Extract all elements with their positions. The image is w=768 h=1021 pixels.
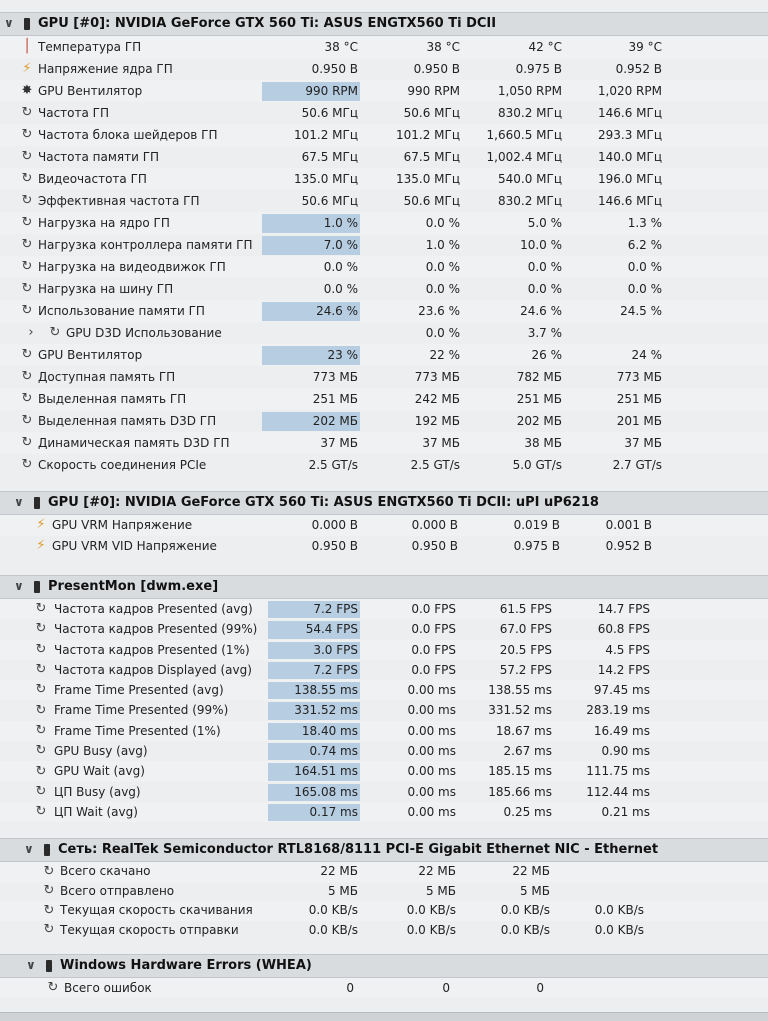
value-current: 18.40 ms: [301, 723, 358, 738]
value-minimum: 5 МБ: [425, 883, 456, 898]
value-average: 6.2 %: [627, 238, 662, 252]
sensor-row[interactable]: [0, 36, 768, 58]
value-maximum: 0.0 %: [527, 282, 562, 296]
sensor-label: Нагрузка на шину ГП: [38, 282, 174, 296]
value-maximum: 251 МБ: [516, 392, 562, 406]
value-minimum: 0.0 KB/s: [406, 922, 456, 937]
gauge-icon: ↻: [21, 281, 33, 296]
sensor-rows: [0, 599, 768, 822]
value-maximum: 61.5 FPS: [499, 602, 552, 616]
value-maximum: 18.67 ms: [495, 723, 552, 738]
sensor-row[interactable]: [0, 721, 768, 741]
value-average: 2.7 GT/s: [612, 458, 662, 472]
value-maximum: 57.2 FPS: [499, 662, 552, 677]
sensor-row[interactable]: [0, 640, 768, 660]
sensor-row[interactable]: [0, 680, 768, 700]
section-header[interactable]: [0, 954, 768, 978]
value-minimum: 38 °C: [426, 40, 460, 54]
fan-icon: ✸: [21, 83, 33, 98]
sensor-row[interactable]: [0, 146, 768, 168]
value-current: 0.74 ms: [309, 744, 358, 759]
sensor-label: Частота ГП: [38, 106, 110, 120]
value-average: 773 МБ: [616, 370, 662, 384]
value-maximum: 22 МБ: [512, 864, 550, 878]
value-average: 0.0 %: [627, 260, 662, 274]
sensor-label: GPU Вентилятор: [38, 84, 143, 98]
value-current: 5 МБ: [327, 883, 358, 898]
value-current: 38 °C: [324, 40, 358, 54]
value-average: 111.75 ms: [586, 764, 650, 779]
value-maximum: 1,660.5 МГц: [486, 128, 562, 142]
value-average: 140.0 МГц: [597, 150, 662, 164]
value-current: 0.950 В: [311, 62, 358, 76]
gauge-icon: ↻: [21, 303, 33, 318]
section-3: [0, 838, 768, 940]
sensor-label: Частота кадров Presented (99%): [54, 622, 258, 637]
value-minimum: 0.0 KB/s: [406, 903, 456, 917]
chevron-down-icon[interactable]: ∨: [24, 842, 34, 856]
sensor-label: Напряжение ядра ГП: [38, 62, 173, 76]
value-current: 24.6 %: [316, 304, 358, 318]
chevron-down-icon[interactable]: ∨: [14, 579, 24, 593]
value-minimum: 773 МБ: [414, 370, 460, 384]
sensor-rows: [0, 36, 768, 476]
value-average: 293.3 МГц: [597, 128, 662, 142]
value-average: 0.0 %: [627, 282, 662, 296]
section-1: [0, 491, 768, 556]
section-header[interactable]: [0, 12, 768, 36]
gauge-icon: ↻: [35, 641, 47, 657]
value-minimum: 0.00 ms: [407, 744, 456, 759]
value-maximum: 782 МБ: [516, 370, 562, 384]
section-title: GPU [#0]: NVIDIA GeForce GTX 560 Ti: ASUS ENGTX560 Ti DCII: [38, 16, 497, 31]
sensor-label: Частота памяти ГП: [38, 150, 160, 164]
sensor-label: Нагрузка на ядро ГП: [38, 216, 170, 230]
sensor-rows: [0, 862, 768, 940]
value-minimum: 0.0 %: [425, 282, 460, 296]
value-minimum: 1.0 %: [425, 238, 460, 252]
device-icon: [44, 844, 50, 856]
section-title: GPU [#0]: NVIDIA GeForce GTX 560 Ti: ASUS ENGTX560 Ti DCII: uPI uP6218: [48, 495, 599, 510]
section-header[interactable]: [0, 575, 768, 599]
value-maximum: 5 МБ: [519, 883, 550, 898]
value-average: 201 МБ: [616, 414, 662, 428]
value-current: 67.5 МГц: [301, 150, 358, 164]
value-average: 16.49 ms: [593, 723, 650, 738]
value-average: 0.21 ms: [601, 804, 650, 819]
gauge-icon: ↻: [21, 435, 33, 450]
sensor-label: Нагрузка контроллера памяти ГП: [38, 238, 253, 252]
sensor-label: Температура ГП: [38, 40, 142, 54]
sensor-label: Текущая скорость отправки: [60, 922, 239, 937]
gauge-icon: ↻: [21, 369, 33, 384]
sensor-row[interactable]: [0, 322, 768, 344]
value-minimum: 0.00 ms: [407, 703, 456, 718]
value-average: 60.8 FPS: [597, 622, 650, 637]
value-maximum: 3.7 %: [527, 326, 562, 340]
value-maximum: 185.15 ms: [488, 764, 552, 779]
thermometer-icon: │: [23, 39, 31, 54]
sensor-label: Frame Time Presented (99%): [54, 703, 229, 718]
gauge-icon: ↻: [21, 347, 33, 362]
value-minimum: 101.2 МГц: [395, 128, 460, 142]
sensor-row[interactable]: [0, 344, 768, 366]
value-maximum: 0: [536, 981, 544, 995]
chevron-right-icon[interactable]: ›: [28, 325, 34, 340]
value-minimum: 0.000 В: [411, 518, 458, 532]
value-minimum: 0.00 ms: [407, 804, 456, 819]
value-current: 7.2 FPS: [313, 602, 358, 616]
gauge-icon: ↻: [21, 413, 33, 428]
sensor-row[interactable]: [0, 190, 768, 212]
sensor-row[interactable]: [0, 124, 768, 146]
value-minimum: 23.6 %: [418, 304, 460, 318]
sensor-row[interactable]: [0, 102, 768, 124]
value-maximum: 830.2 МГц: [497, 194, 562, 208]
value-minimum: 0.0 FPS: [411, 642, 456, 657]
device-icon: [46, 960, 52, 972]
gauge-icon: ↻: [35, 662, 47, 678]
section-0: [0, 12, 768, 476]
sensor-label: ЦП Busy (avg): [54, 784, 141, 799]
value-minimum: 0.00 ms: [407, 784, 456, 799]
gauge-icon: ↻: [35, 783, 47, 799]
value-minimum: 22 %: [429, 348, 460, 362]
gauge-icon: ↻: [49, 325, 61, 340]
sensor-row[interactable]: [0, 921, 768, 941]
value-average: 14.7 FPS: [597, 602, 650, 616]
value-minimum: 0.950 В: [411, 538, 458, 553]
value-maximum: 5.0 GT/s: [512, 458, 562, 472]
sensor-row[interactable]: [0, 410, 768, 432]
value-current: 7.0 %: [323, 238, 358, 252]
section-header[interactable]: [0, 491, 768, 515]
sensor-row[interactable]: [0, 660, 768, 680]
sensor-row[interactable]: [0, 366, 768, 388]
value-minimum: 22 МБ: [418, 864, 456, 878]
value-maximum: 20.5 FPS: [499, 642, 552, 657]
device-icon: [34, 581, 40, 593]
value-maximum: 0.975 В: [515, 62, 562, 76]
sensor-row[interactable]: [0, 515, 768, 536]
clock-icon: ↻: [21, 171, 33, 186]
sensor-label: Скорость соединения PCIe: [38, 458, 207, 472]
value-maximum: 1,002.4 МГц: [486, 150, 562, 164]
value-current: 37 МБ: [320, 436, 358, 450]
value-minimum: 2.5 GT/s: [410, 458, 460, 472]
gauge-icon: ↻: [35, 621, 47, 637]
sensor-rows: [0, 978, 768, 998]
section-4: [0, 954, 768, 998]
value-average: 283.19 ms: [586, 703, 650, 718]
value-average: 1,020 RPM: [597, 84, 662, 98]
value-current: 165.08 ms: [294, 784, 358, 799]
sensor-row[interactable]: [0, 234, 768, 256]
sensor-row[interactable]: [0, 168, 768, 190]
value-average: 0.90 ms: [601, 744, 650, 759]
value-average: 24 %: [631, 348, 662, 362]
gauge-icon: ↻: [21, 237, 33, 252]
value-average: 146.6 МГц: [597, 106, 662, 120]
sensor-label: Видеочастота ГП: [38, 172, 147, 186]
gauge-icon: ↻: [43, 863, 55, 879]
chevron-down-icon[interactable]: ∨: [26, 958, 36, 972]
sensor-label: GPU Wait (avg): [54, 764, 145, 779]
gauge-icon: ↻: [35, 682, 47, 698]
value-maximum: 2.67 ms: [503, 744, 552, 759]
sensor-row[interactable]: [0, 536, 768, 557]
value-average: 112.44 ms: [586, 784, 650, 799]
sensor-row[interactable]: [0, 741, 768, 761]
value-current: 0.950 В: [311, 538, 358, 553]
value-minimum: 0.0 FPS: [411, 622, 456, 637]
sensor-label: Частота кадров Presented (1%): [54, 642, 250, 657]
gauge-icon: ↻: [35, 763, 47, 779]
value-average: 97.45 ms: [593, 683, 650, 698]
gauge-icon: ↻: [43, 922, 55, 938]
value-average: 146.6 МГц: [597, 194, 662, 208]
sensor-label: Эффективная частота ГП: [38, 194, 200, 208]
value-current: 54.4 FPS: [305, 622, 358, 637]
sensor-label: Нагрузка на видеодвижок ГП: [38, 260, 226, 274]
section-title: Сеть: RealTek Semiconductor RTL8168/8111 PCI-E Gigabit Ethernet NIC - Ethernet: [58, 842, 659, 857]
sensor-label: Выделенная память D3D ГП: [38, 414, 217, 428]
sensor-label: Частота блока шейдеров ГП: [38, 128, 218, 142]
value-minimum: 50.6 МГц: [403, 194, 460, 208]
sensor-label: Выделенная память ГП: [38, 392, 187, 406]
value-minimum: 0.0 FPS: [411, 602, 456, 616]
sensor-row[interactable]: [0, 256, 768, 278]
value-current: 138.55 ms: [294, 683, 358, 698]
sensor-label: GPU VRM Напряжение: [52, 518, 193, 532]
sensor-label: Использование памяти ГП: [38, 304, 205, 318]
gauge-icon: ↻: [43, 902, 55, 918]
section-title: PresentMon [dwm.exe]: [48, 579, 219, 594]
sensor-label: Всего скачано: [60, 864, 151, 878]
value-average: 196.0 МГц: [597, 172, 662, 186]
value-maximum: 540.0 МГц: [497, 172, 562, 186]
clock-icon: ↻: [21, 149, 33, 164]
value-minimum: 67.5 МГц: [403, 150, 460, 164]
value-minimum: 192 МБ: [414, 414, 460, 428]
value-average: 0.952 В: [615, 62, 662, 76]
device-icon: [34, 497, 40, 509]
value-minimum: 0.0 FPS: [411, 662, 456, 677]
value-current: 0.0 KB/s: [308, 922, 358, 937]
voltage-icon: ⚡: [36, 517, 46, 533]
value-current: 202 МБ: [312, 414, 358, 428]
value-minimum: 0.0 %: [425, 326, 460, 340]
value-maximum: 0.25 ms: [503, 804, 552, 819]
value-average: 251 МБ: [616, 392, 662, 406]
gauge-icon: ↻: [47, 980, 59, 995]
section-title: Windows Hardware Errors (WHEA): [60, 958, 312, 973]
clock-icon: ↻: [21, 193, 33, 208]
value-average: 0.952 В: [605, 538, 652, 553]
gauge-icon: ↻: [35, 601, 47, 617]
sensor-row[interactable]: [0, 619, 768, 639]
gauge-icon: ↻: [21, 391, 33, 406]
value-maximum: 331.52 ms: [488, 703, 552, 718]
sensor-row[interactable]: [0, 901, 768, 921]
value-minimum: 0.0 %: [425, 260, 460, 274]
value-average: 0.001 В: [605, 518, 652, 532]
value-maximum: 10.0 %: [520, 238, 562, 252]
value-current: 7.2 FPS: [313, 662, 358, 677]
value-minimum: 37 МБ: [422, 436, 460, 450]
value-current: 0.0 KB/s: [308, 903, 358, 917]
sensor-label: GPU D3D Использование: [66, 326, 222, 340]
gauge-icon: ↻: [35, 702, 47, 718]
sensor-row[interactable]: [0, 80, 768, 102]
sensor-row[interactable]: [0, 978, 768, 998]
sensor-row[interactable]: [0, 862, 768, 882]
sensor-row[interactable]: [0, 58, 768, 80]
sensor-row[interactable]: [0, 782, 768, 802]
sensor-row[interactable]: [0, 300, 768, 322]
value-average: 1.3 %: [627, 216, 662, 230]
sensor-row[interactable]: [0, 700, 768, 720]
sensor-row[interactable]: [0, 388, 768, 410]
gauge-icon: ↻: [21, 215, 33, 230]
clock-icon: ↻: [21, 105, 33, 120]
value-current: 331.52 ms: [294, 703, 358, 718]
value-minimum: 0.00 ms: [407, 764, 456, 779]
value-current: 3.0 FPS: [313, 642, 358, 657]
value-average: 0.0 KB/s: [594, 903, 644, 917]
sensor-row[interactable]: [0, 882, 768, 902]
value-average: 4.5 FPS: [605, 642, 650, 657]
value-maximum: 67.0 FPS: [499, 622, 552, 637]
value-maximum: 202 МБ: [516, 414, 562, 428]
value-current: 1.0 %: [323, 216, 358, 230]
value-maximum: 0.0 %: [527, 260, 562, 274]
sensor-row[interactable]: [0, 802, 768, 822]
value-maximum: 0.975 В: [513, 538, 560, 553]
value-current: 23 %: [327, 348, 358, 362]
value-current: 0.0 %: [323, 260, 358, 274]
value-average: 24.5 %: [620, 304, 662, 318]
value-current: 101.2 МГц: [293, 128, 358, 142]
value-average: 37 МБ: [624, 436, 662, 450]
sensor-label: Всего ошибок: [64, 981, 152, 995]
sensor-label: GPU Вентилятор: [38, 348, 143, 362]
sensor-row[interactable]: [0, 454, 768, 476]
chevron-down-icon[interactable]: ∨: [14, 495, 24, 509]
value-current: 0.0 %: [323, 282, 358, 296]
sensor-label: Текущая скорость скачивания: [60, 903, 253, 917]
voltage-icon: ⚡: [36, 537, 46, 553]
value-maximum: 0.019 В: [513, 518, 560, 532]
value-minimum: 0.950 В: [413, 62, 460, 76]
sensor-label: Frame Time Presented (avg): [54, 683, 224, 698]
sensor-label: Всего отправлено: [60, 883, 175, 898]
gauge-icon: ↻: [43, 883, 55, 899]
value-minimum: 0: [442, 981, 450, 995]
sensor-label: GPU Busy (avg): [54, 744, 148, 759]
value-average: 0.0 KB/s: [594, 922, 644, 937]
value-minimum: 50.6 МГц: [403, 106, 460, 120]
value-minimum: 0.0 %: [425, 216, 460, 230]
sensor-row[interactable]: [0, 278, 768, 300]
sensor-label: Frame Time Presented (1%): [54, 723, 221, 738]
sensor-row[interactable]: [0, 432, 768, 454]
sensor-label: GPU VRM VID Напряжение: [52, 538, 217, 553]
value-current: 0.000 В: [311, 518, 358, 532]
sensor-row[interactable]: [0, 212, 768, 234]
value-current: 2.5 GT/s: [308, 458, 358, 472]
value-minimum: 0.00 ms: [407, 723, 456, 738]
voltage-icon: ⚡: [22, 61, 32, 76]
value-current: 0.17 ms: [309, 804, 358, 819]
gauge-icon: ↻: [21, 259, 33, 274]
sensor-label: ЦП Wait (avg): [54, 804, 138, 819]
value-maximum: 138.55 ms: [488, 683, 552, 698]
value-maximum: 42 °C: [528, 40, 562, 54]
value-current: 135.0 МГц: [293, 172, 358, 186]
value-maximum: 38 МБ: [524, 436, 562, 450]
value-maximum: 830.2 МГц: [497, 106, 562, 120]
device-icon: [24, 18, 30, 30]
clock-icon: ↻: [21, 127, 33, 142]
sensor-row[interactable]: [0, 599, 768, 619]
section-2: [0, 575, 768, 822]
value-current: 22 МБ: [320, 864, 358, 878]
gauge-icon: ↻: [35, 804, 47, 820]
value-maximum: 5.0 %: [527, 216, 562, 230]
value-minimum: 0.00 ms: [407, 683, 456, 698]
value-average: 39 °C: [628, 40, 662, 54]
gauge-icon: ↻: [35, 743, 47, 759]
value-maximum: 0.0 KB/s: [500, 903, 550, 917]
value-maximum: 1,050 RPM: [497, 84, 562, 98]
value-average: 14.2 FPS: [597, 662, 650, 677]
value-current: 50.6 МГц: [301, 194, 358, 208]
sensor-rows: [0, 515, 768, 556]
value-current: 990 RPM: [305, 84, 358, 98]
sensor-label: Частота кадров Displayed (avg): [54, 662, 252, 677]
value-minimum: 242 МБ: [414, 392, 460, 406]
value-minimum: 990 RPM: [407, 84, 460, 98]
gauge-icon: ↻: [35, 722, 47, 738]
value-current: 773 МБ: [312, 370, 358, 384]
sensor-row[interactable]: [0, 761, 768, 781]
gauge-icon: ↻: [21, 457, 33, 472]
sensor-label: Динамическая память D3D ГП: [38, 436, 230, 450]
value-current: 164.51 ms: [294, 764, 358, 779]
value-current: 251 МБ: [312, 392, 358, 406]
chevron-down-icon[interactable]: ∨: [4, 16, 14, 30]
sensor-label: Частота кадров Presented (avg): [54, 602, 253, 616]
section-header[interactable]: [0, 838, 768, 862]
value-current: 50.6 МГц: [301, 106, 358, 120]
value-maximum: 24.6 %: [520, 304, 562, 318]
value-minimum: 135.0 МГц: [395, 172, 460, 186]
value-maximum: 0.0 KB/s: [500, 922, 550, 937]
sensor-label: Доступная память ГП: [38, 370, 176, 384]
value-current: 0: [346, 981, 354, 995]
value-maximum: 185.66 ms: [488, 784, 552, 799]
value-maximum: 26 %: [531, 348, 562, 362]
